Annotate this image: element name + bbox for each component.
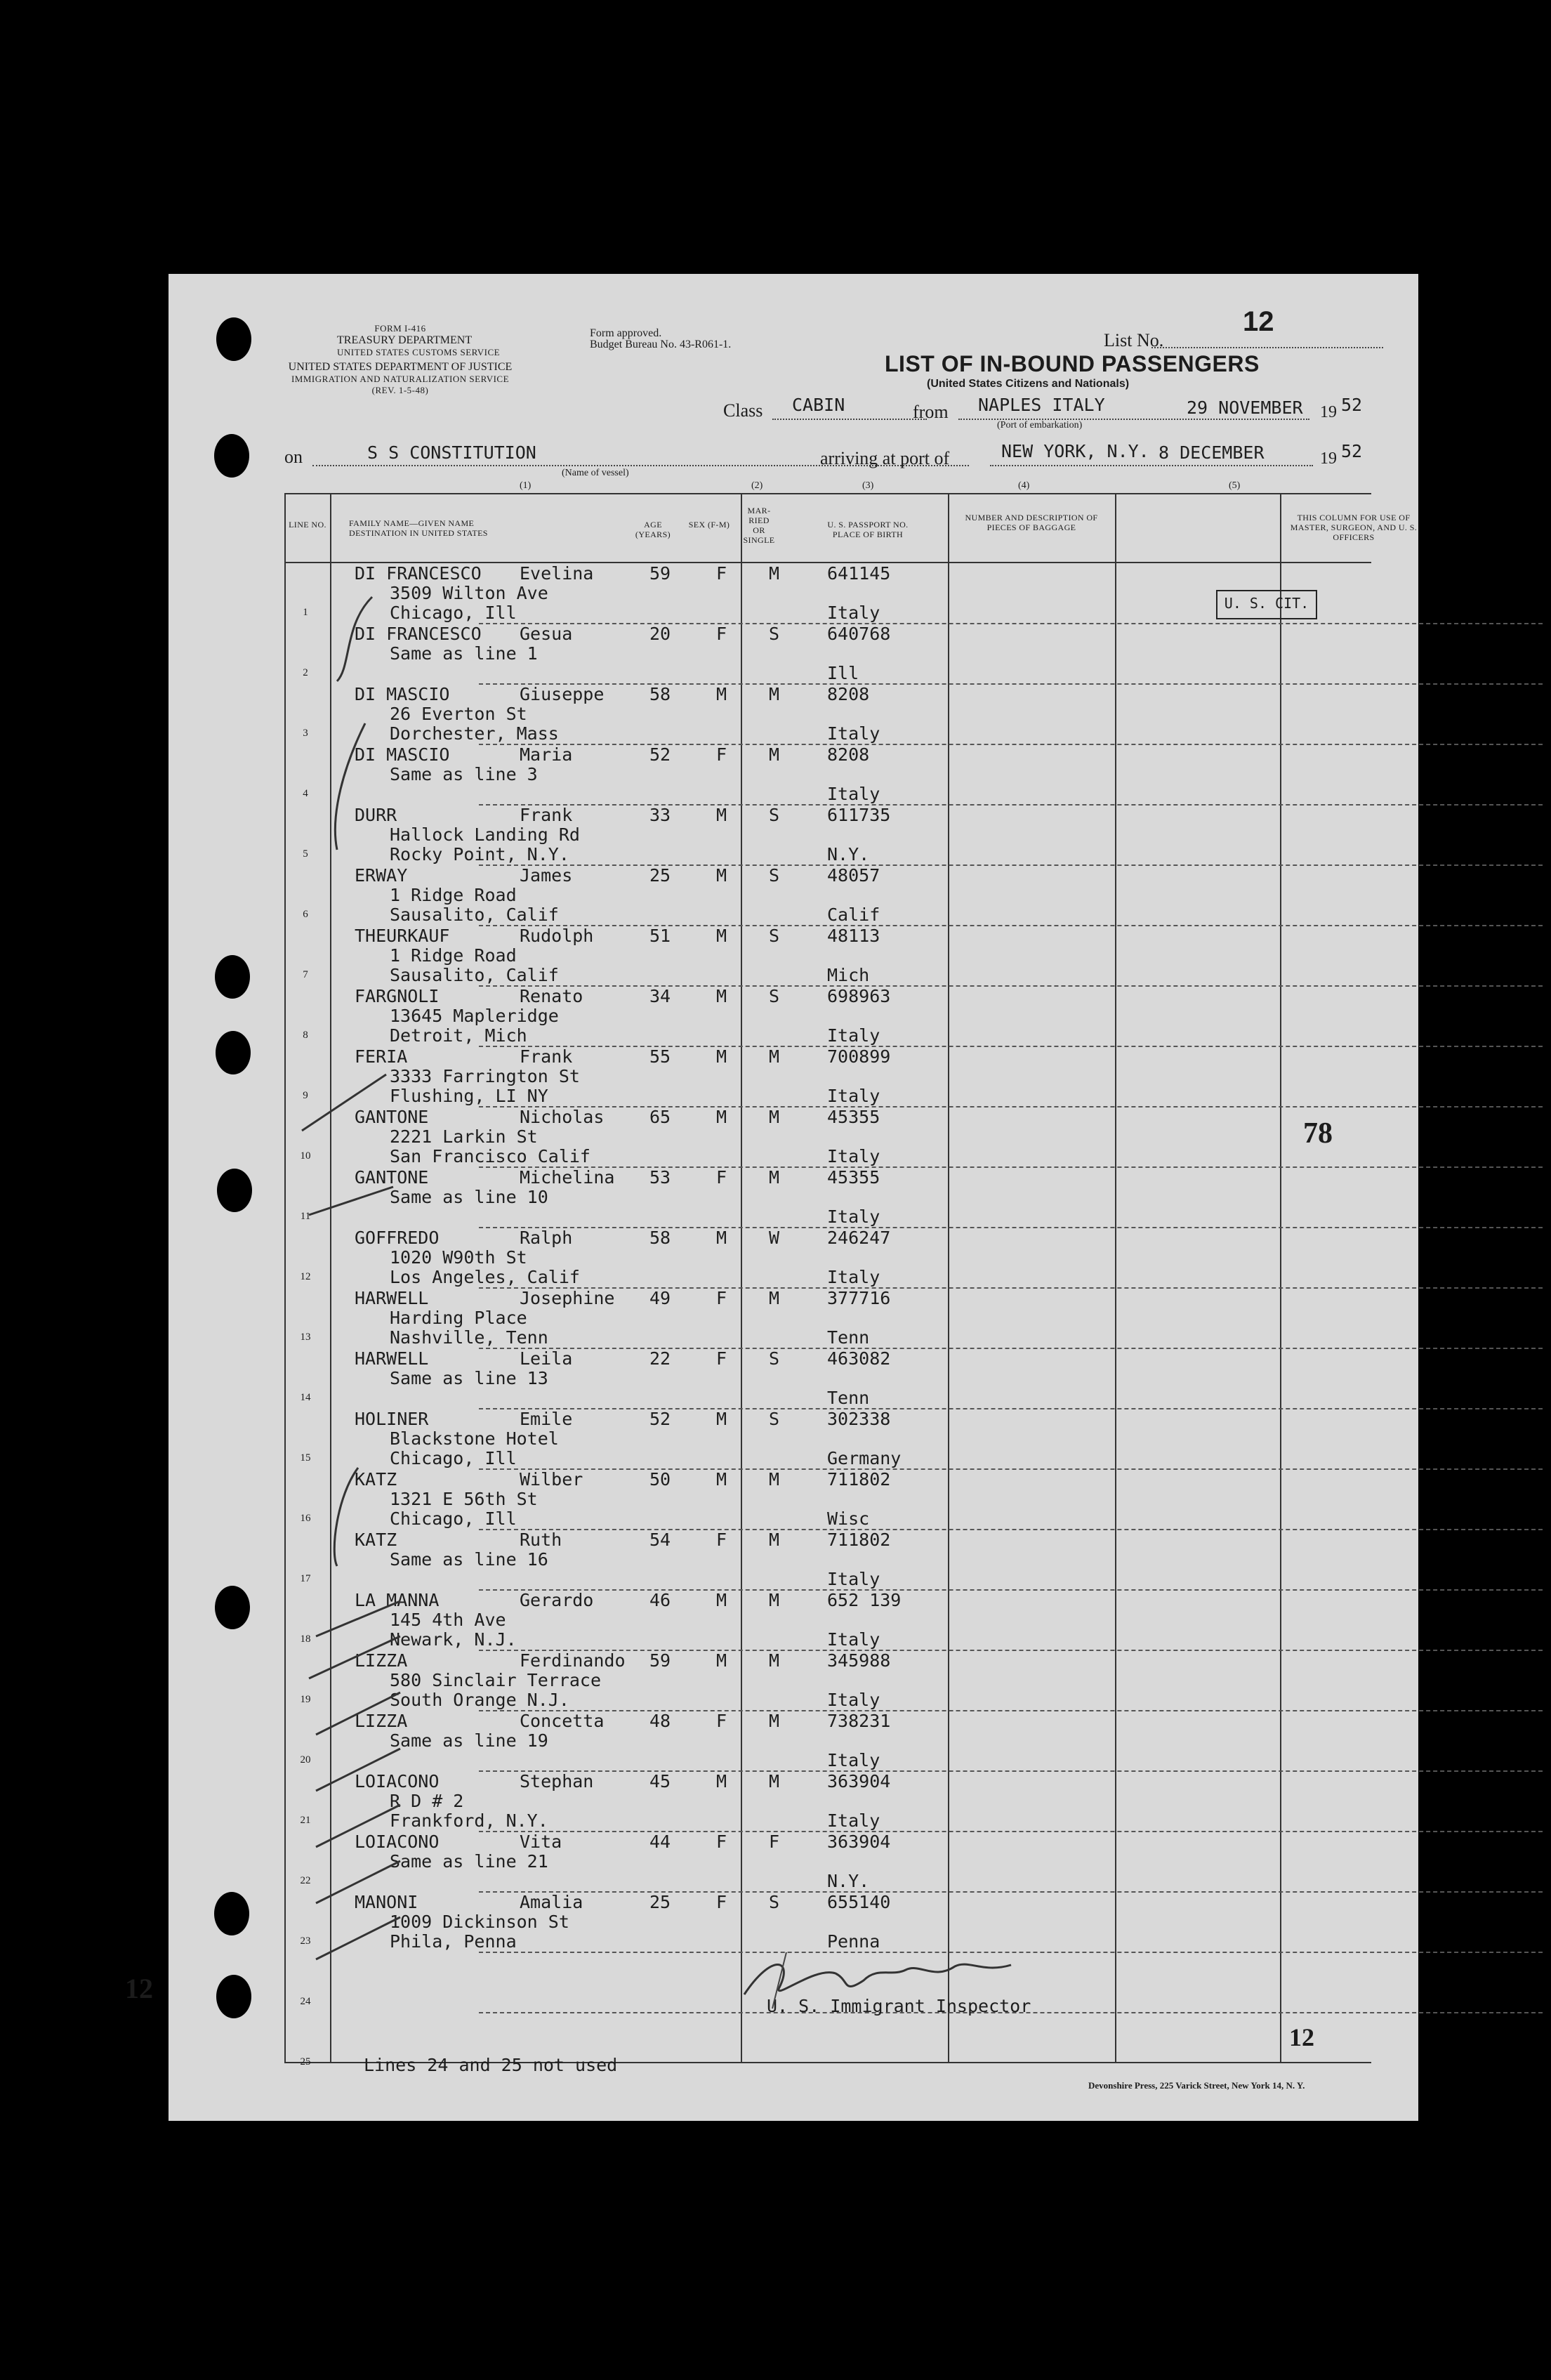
sex: F — [716, 563, 727, 584]
address-line-1: Hallock Landing Rd — [390, 824, 580, 845]
col-officers: THIS COLUMN FOR USE OF MASTER, SURGEON, AND U. S. OFFICERS — [1290, 513, 1418, 542]
address-line-1: 3333 Farrington St — [390, 1066, 580, 1086]
line-number: 19 — [300, 1694, 311, 1705]
place-of-birth: Penna — [827, 1931, 880, 1952]
sex: F — [716, 1832, 727, 1852]
address-line-1: 13645 Mapleridge — [390, 1006, 559, 1026]
place-of-birth: Italy — [827, 1086, 880, 1106]
passport-number: 700899 — [827, 1046, 891, 1067]
address-line-1: Blackstone Hotel — [390, 1428, 559, 1449]
given-name: Giuseppe — [520, 684, 605, 704]
given-name: Maria — [520, 744, 573, 765]
punch-hole — [214, 434, 249, 478]
sex: M — [716, 865, 727, 886]
form-number: FORM I-416 — [374, 323, 426, 334]
vessel-caption: (Name of vessel) — [562, 468, 629, 478]
family-name: DI MASCIO — [355, 744, 450, 765]
marital-status: M — [769, 1711, 780, 1731]
age: 34 — [649, 986, 671, 1006]
marital-status: M — [769, 1167, 780, 1188]
col-baggage: NUMBER AND DESCRIPTION OF PIECES OF BAGGAGE — [965, 513, 1098, 532]
family-name: LA MANNA — [355, 1590, 440, 1610]
line-number: 20 — [300, 1754, 311, 1766]
line-number: 16 — [300, 1513, 311, 1524]
sex: F — [716, 1530, 727, 1550]
address-line-2: Chicago, Ill — [390, 1508, 517, 1529]
sex: M — [716, 684, 727, 704]
ins-service: IMMIGRATION AND NATURALIZATION SERVICE — [291, 374, 510, 384]
col-ref-3: (3) — [862, 480, 874, 491]
punch-hole — [215, 1586, 250, 1629]
given-name: Gerardo — [520, 1590, 594, 1610]
bottom-right-number: 12 — [1289, 2023, 1314, 2051]
given-name: Wilber — [520, 1469, 583, 1490]
on-label: on — [284, 447, 303, 467]
age: 45 — [649, 1771, 671, 1791]
address-line-2: Newark, N.J. — [390, 1629, 517, 1650]
line-number: 12 — [300, 1271, 311, 1282]
marital-status: S — [769, 926, 780, 946]
age: 59 — [649, 563, 671, 584]
family-name: ERWAY — [355, 865, 408, 886]
line-number: 4 — [303, 788, 308, 799]
col-name: FAMILY NAME—GIVEN NAME — [349, 518, 475, 528]
punch-hole — [216, 1975, 251, 2018]
age: 55 — [649, 1046, 671, 1067]
address-line-2: Phila, Penna — [390, 1931, 517, 1952]
age: 59 — [649, 1650, 671, 1671]
place-of-birth: Germany — [827, 1448, 902, 1468]
age: 54 — [649, 1530, 671, 1550]
family-name: GOFFREDO — [355, 1228, 440, 1248]
place-of-birth: Tenn — [827, 1327, 870, 1348]
margin-count: 78 — [1303, 1117, 1333, 1150]
place-of-birth: Italy — [827, 603, 880, 623]
marital-status: S — [769, 624, 780, 644]
marital-status: M — [769, 1590, 780, 1610]
arrival-year: 52 — [1341, 441, 1363, 461]
sex: F — [716, 1711, 727, 1731]
embark-year-prefix: 19 — [1320, 403, 1337, 421]
given-name: Emile — [520, 1409, 573, 1429]
family-name: GANTONE — [355, 1107, 429, 1127]
family-name: FARGNOLI — [355, 986, 440, 1006]
us-citizen-stamp: U. S. CIT. — [1216, 590, 1317, 619]
line-number: 11 — [300, 1211, 311, 1222]
place-of-birth: Italy — [827, 1267, 880, 1287]
address-line-1: Same as line 3 — [390, 764, 538, 784]
sex: M — [716, 1469, 727, 1490]
sex: M — [716, 1228, 727, 1248]
line-number: 6 — [303, 909, 308, 920]
given-name: Frank — [520, 805, 573, 825]
sex: F — [716, 624, 727, 644]
line-number: 13 — [300, 1332, 311, 1343]
line-number: 24 — [300, 1996, 311, 2007]
marital-status: M — [769, 684, 780, 704]
address-line-1: Same as line 21 — [390, 1851, 548, 1872]
address-line-1: 580 Sinclair Terrace — [390, 1670, 602, 1690]
age: 46 — [649, 1590, 671, 1610]
given-name: Ruth — [520, 1530, 562, 1550]
given-name: Leila — [520, 1348, 573, 1369]
sex: M — [716, 1409, 727, 1429]
address-line-1: 1 Ridge Road — [390, 945, 517, 966]
address-line-2: Flushing, LI NY — [390, 1086, 548, 1106]
punch-hole — [216, 1031, 251, 1074]
family-name: GANTONE — [355, 1167, 429, 1188]
line-number: 5 — [303, 848, 308, 860]
age: 49 — [649, 1288, 671, 1308]
col-line-no: LINE NO. — [289, 520, 326, 530]
col-ref-4: (4) — [1018, 480, 1030, 491]
age: 22 — [649, 1348, 671, 1369]
address-line-1: Same as line 16 — [390, 1549, 548, 1570]
marital-status: M — [769, 1288, 780, 1308]
address-line-1: 1009 Dickinson St — [390, 1912, 569, 1932]
address-line-1: Same as line 19 — [390, 1730, 548, 1751]
age: 52 — [649, 1409, 671, 1429]
passport-number: 640768 — [827, 624, 891, 644]
sex: F — [716, 744, 727, 765]
passport-number: 698963 — [827, 986, 891, 1006]
handwritten-check-marks — [288, 583, 499, 2058]
address-line-1: 1020 W90th St — [390, 1247, 527, 1268]
given-name: Josephine — [520, 1288, 615, 1308]
line-number: 10 — [300, 1150, 311, 1162]
document-title: LIST OF IN-BOUND PASSENGERS — [885, 351, 1260, 376]
family-name: DI MASCIO — [355, 684, 450, 704]
sex: F — [716, 1288, 727, 1308]
age: 53 — [649, 1167, 671, 1188]
family-name: KATZ — [355, 1530, 397, 1550]
line-number: 18 — [300, 1633, 311, 1645]
punch-hole — [217, 1169, 252, 1212]
passport-number: 302338 — [827, 1409, 891, 1429]
given-name: James — [520, 865, 573, 886]
address-line-2: Sausalito, Calif — [390, 965, 559, 985]
printer-imprint: Devonshire Press, 225 Varick Street, New York 14, N. Y. — [1088, 2080, 1305, 2091]
place-of-birth: Italy — [827, 784, 880, 804]
col-ref-2: (2) — [751, 480, 763, 491]
line-number: 7 — [303, 969, 308, 980]
punch-hole — [215, 955, 250, 999]
line-number: 17 — [300, 1573, 311, 1584]
sex: M — [716, 1107, 727, 1127]
inspector-label: U. S. Immigrant Inspector — [767, 1996, 1031, 2016]
age: 52 — [649, 744, 671, 765]
sex: F — [716, 1348, 727, 1369]
address-line-2: Los Angeles, Calif — [390, 1267, 580, 1287]
marital-status: S — [769, 986, 780, 1006]
place-of-birth: Italy — [827, 1207, 880, 1227]
marital-status: S — [769, 1892, 780, 1912]
place-of-birth: Tenn — [827, 1388, 870, 1408]
sex: M — [716, 1590, 727, 1610]
arriving-label: arriving at port of — [820, 448, 950, 468]
embark-date: 29 NOVEMBER — [1187, 397, 1303, 418]
age: 65 — [649, 1107, 671, 1127]
passport-number: 48113 — [827, 926, 880, 946]
given-name: Evelina — [520, 563, 594, 584]
address-line-1: 1 Ridge Road — [390, 885, 517, 905]
family-name: LOIACONO — [355, 1832, 440, 1852]
sex: M — [716, 1650, 727, 1671]
passport-number: 45355 — [827, 1167, 880, 1188]
family-name: KATZ — [355, 1469, 397, 1490]
line-number: 1 — [303, 607, 308, 618]
address-line-1: R D # 2 — [390, 1791, 464, 1811]
passport-number: 48057 — [827, 865, 880, 886]
line-number: 2 — [303, 667, 308, 678]
passport-number: 246247 — [827, 1228, 891, 1248]
marital-status: M — [769, 1530, 780, 1550]
family-name: DI FRANCESCO — [355, 563, 482, 584]
place-of-birth: Mich — [827, 965, 870, 985]
address-line-2: Sausalito, Calif — [390, 905, 559, 925]
line-number: 3 — [303, 728, 308, 739]
family-name: LOIACONO — [355, 1771, 440, 1791]
place-of-birth: N.Y. — [827, 844, 870, 864]
sex: F — [716, 1167, 727, 1188]
family-name: LIZZA — [355, 1711, 408, 1731]
marital-status: M — [769, 1650, 780, 1671]
marital-status: S — [769, 1348, 780, 1369]
line-number: 22 — [300, 1875, 311, 1886]
passport-number: 641145 — [827, 563, 891, 584]
age: 58 — [649, 684, 671, 704]
address-line-1: Harding Place — [390, 1308, 527, 1328]
given-name: Vita — [520, 1832, 562, 1852]
passport-number: 377716 — [827, 1288, 891, 1308]
arrival-port: NEW YORK, N.Y. — [1001, 441, 1149, 461]
lines-not-used-note: Lines 24 and 25 not used — [364, 2055, 618, 2075]
address-line-2: Nashville, Tenn — [390, 1327, 548, 1348]
col-passport: U. S. PASSPORT NO. — [827, 520, 909, 530]
address-line-2: San Francisco Calif — [390, 1146, 590, 1166]
family-name: DI FRANCESCO — [355, 624, 482, 644]
address-line-2: Chicago, Ill — [390, 1448, 517, 1468]
passport-number: 711802 — [827, 1530, 891, 1550]
marital-status: W — [769, 1228, 780, 1248]
passport-number: 655140 — [827, 1892, 891, 1912]
passport-number: 463082 — [827, 1348, 891, 1369]
address-line-1: 3509 Wilton Ave — [390, 583, 548, 603]
line-number: 23 — [300, 1935, 311, 1947]
given-name: Rudolph — [520, 926, 594, 946]
place-of-birth: Italy — [827, 1629, 880, 1650]
col-birthplace: PLACE OF BIRTH — [832, 530, 904, 539]
place-of-birth: Italy — [827, 1810, 880, 1831]
passport-number: 45355 — [827, 1107, 880, 1127]
address-line-1: Same as line 13 — [390, 1368, 548, 1388]
col-ref-1: (1) — [520, 480, 532, 491]
address-line-2: South Orange N.J. — [390, 1690, 569, 1710]
from-label: from — [913, 402, 949, 422]
passport-number: 363904 — [827, 1832, 891, 1852]
age: 50 — [649, 1469, 671, 1490]
sex: M — [716, 1046, 727, 1067]
sex: M — [716, 926, 727, 946]
budget-bureau: Budget Bureau No. 43-R061-1. — [590, 338, 732, 350]
given-name: Renato — [520, 986, 583, 1006]
marital-status: S — [769, 865, 780, 886]
marital-status: M — [769, 563, 780, 584]
punch-hole — [216, 317, 251, 361]
place-of-birth: Italy — [827, 1025, 880, 1046]
given-name: Ralph — [520, 1228, 573, 1248]
line-number: 21 — [300, 1815, 311, 1826]
passport-number: 363904 — [827, 1771, 891, 1791]
given-name: Frank — [520, 1046, 573, 1067]
revision: (REV. 1-5-48) — [371, 385, 429, 395]
address-line-1: Same as line 10 — [390, 1187, 548, 1207]
place-of-birth: N.Y. — [827, 1871, 870, 1891]
address-line-1: 1321 E 56th St — [390, 1489, 538, 1509]
marital-status: S — [769, 1409, 780, 1429]
family-name: HARWELL — [355, 1348, 429, 1369]
marital-status: M — [769, 1469, 780, 1490]
class-value: CABIN — [792, 395, 845, 415]
col-age: AGE (YEARS) — [635, 520, 671, 539]
line-number: 9 — [303, 1090, 308, 1101]
passport-number: 345988 — [827, 1650, 891, 1671]
customs-service: UNITED STATES CUSTOMS SERVICE — [337, 347, 501, 357]
family-name: DURR — [355, 805, 397, 825]
col-sex: SEX (F-M) — [688, 520, 730, 530]
marital-status: M — [769, 744, 780, 765]
marital-status: F — [769, 1832, 780, 1852]
family-name: HARWELL — [355, 1288, 429, 1308]
given-name: Michelina — [520, 1167, 615, 1188]
inspector-signature — [730, 1938, 1039, 2016]
line-number: 25 — [300, 2056, 311, 2067]
given-name: Nicholas — [520, 1107, 605, 1127]
age: 25 — [649, 1892, 671, 1912]
line-number: 15 — [300, 1452, 311, 1464]
sex: M — [716, 986, 727, 1006]
punch-hole — [214, 1892, 249, 1935]
family-name: HOLINER — [355, 1409, 429, 1429]
given-name: Amalia — [520, 1892, 583, 1912]
place-of-birth: Italy — [827, 1690, 880, 1710]
age: 20 — [649, 624, 671, 644]
place-of-birth: Italy — [827, 1750, 880, 1770]
marital-status: S — [769, 805, 780, 825]
col-married: MAR- RIED OR SINGLE — [743, 506, 775, 545]
place-of-birth: Italy — [827, 723, 880, 744]
place-of-birth: Wisc — [827, 1508, 870, 1529]
passport-number: 611735 — [827, 805, 891, 825]
document-subtitle: (United States Citizens and Nationals) — [927, 378, 1130, 390]
address-line-1: 145 4th Ave — [390, 1610, 506, 1630]
address-line-2: Frankford, N.Y. — [390, 1810, 548, 1831]
arrival-year-prefix: 19 — [1320, 449, 1337, 468]
list-no-label: List No. — [1104, 330, 1164, 350]
arrival-date: 8 DECEMBER — [1159, 442, 1265, 463]
left-margin-number: 12 — [125, 1973, 153, 2004]
embark-year: 52 — [1341, 395, 1363, 415]
family-name: THEURKAUF — [355, 926, 450, 946]
col-destination: DESTINATION IN UNITED STATES — [349, 528, 488, 538]
address-line-2: Dorchester, Mass — [390, 723, 559, 744]
given-name: Concetta — [520, 1711, 605, 1731]
justice-dept: UNITED STATES DEPARTMENT OF JUSTICE — [288, 361, 513, 373]
family-name: MANONI — [355, 1892, 418, 1912]
address-line-1: Same as line 1 — [390, 643, 538, 664]
place-of-birth: Italy — [827, 1569, 880, 1589]
age: 25 — [649, 865, 671, 886]
vessel-name: S S CONSTITUTION — [367, 442, 536, 463]
treasury-dept: TREASURY DEPARTMENT — [337, 334, 473, 346]
age: 48 — [649, 1711, 671, 1731]
address-line-1: 2221 Larkin St — [390, 1126, 538, 1147]
family-name: LIZZA — [355, 1650, 408, 1671]
port-embark-caption: (Port of embarkation) — [997, 420, 1083, 430]
address-line-1: 26 Everton St — [390, 704, 527, 724]
list-number: 12 — [1243, 306, 1274, 337]
embark-port: NAPLES ITALY — [978, 395, 1105, 415]
line-number: 8 — [303, 1030, 308, 1041]
place-of-birth: Calif — [827, 905, 880, 925]
address-line-2: Chicago, Ill — [390, 603, 517, 623]
marital-status: M — [769, 1771, 780, 1791]
form-approved: Form approved. — [590, 327, 662, 339]
family-name: FERIA — [355, 1046, 408, 1067]
sex: M — [716, 1771, 727, 1791]
sex: M — [716, 805, 727, 825]
age: 33 — [649, 805, 671, 825]
given-name: Ferdinando — [520, 1650, 626, 1671]
col-ref-5: (5) — [1229, 480, 1241, 491]
place-of-birth: Ill — [827, 663, 859, 683]
age: 58 — [649, 1228, 671, 1248]
line-number: 14 — [300, 1392, 311, 1403]
sex: F — [716, 1892, 727, 1912]
given-name: Stephan — [520, 1771, 594, 1791]
passport-number: 652 139 — [827, 1590, 902, 1610]
marital-status: M — [769, 1107, 780, 1127]
given-name: Gesua — [520, 624, 573, 644]
age: 51 — [649, 926, 671, 946]
passport-number: 8208 — [827, 684, 870, 704]
passport-number: 738231 — [827, 1711, 891, 1731]
manifest-page — [125, 274, 1418, 2121]
class-label: Class — [723, 400, 763, 421]
passport-number: 8208 — [827, 744, 870, 765]
address-line-2: Rocky Point, N.Y. — [390, 844, 569, 864]
place-of-birth: Italy — [827, 1146, 880, 1166]
age: 44 — [649, 1832, 671, 1852]
address-line-2: Detroit, Mich — [390, 1025, 527, 1046]
marital-status: M — [769, 1046, 780, 1067]
passport-number: 711802 — [827, 1469, 891, 1490]
